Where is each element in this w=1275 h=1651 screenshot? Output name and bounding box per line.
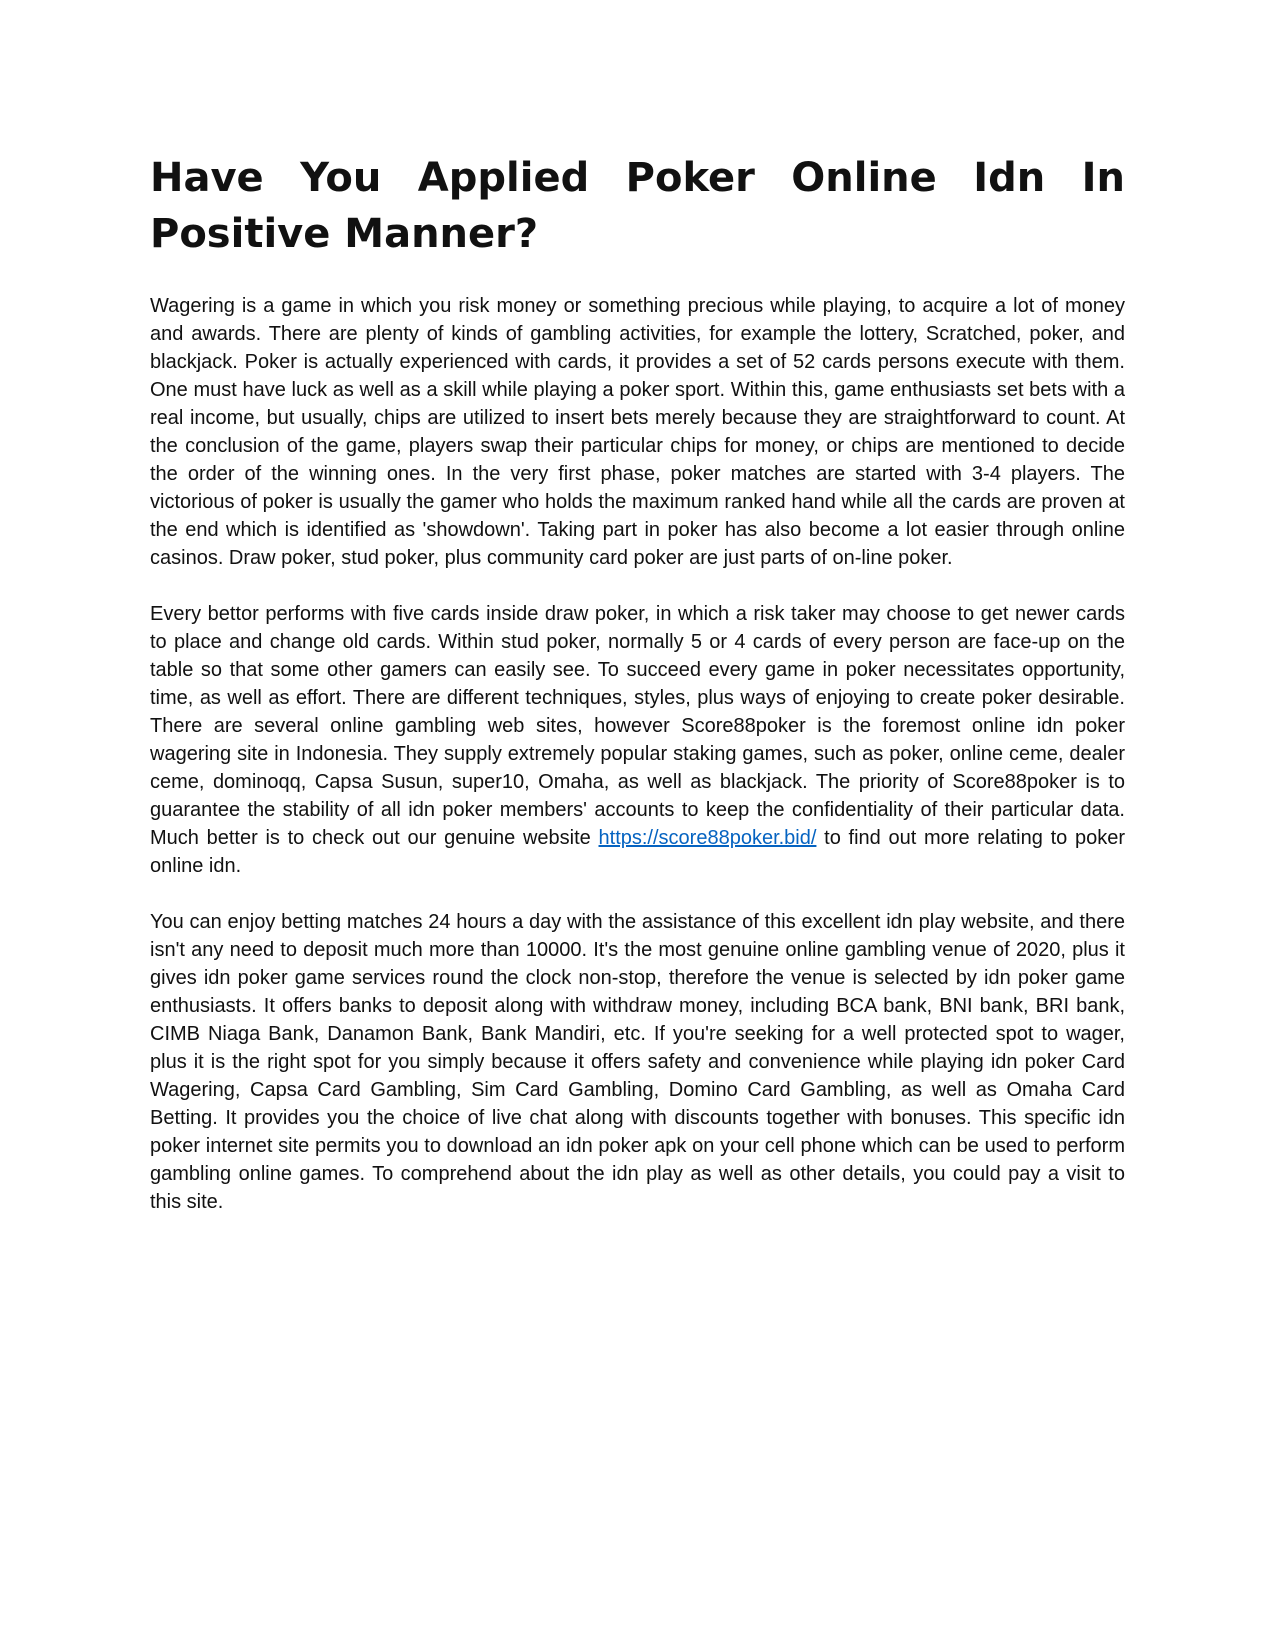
paragraph-2 — [150, 600, 1125, 880]
paragraph-2-text-after-link: to find out more relating to poker online idn. — [150, 827, 1125, 877]
document-page — [150, 150, 1125, 1244]
paragraph-2-text-before-link: Every bettor performs with five cards inside draw poker, in which a risk taker may choose to get newer cards to place and change old cards. Within stud poker, normally 5 or 4 cards of every person are face-up on the table so that some other gamers can easily see. To succeed every game in poker necessitates opportunity, time, as well as effort. There are different techniques, styles, plus ways of enjoying to create poker desirable. There are several online gambling web sites, however Score88poker is the foremost online idn poker wagering site in Indonesia. They supply extremely popular staking games, such as poker, online ceme, dealer ceme, dominoqq, Capsa Susun, super10, Omaha, as well as blackjack. The priority of Score88poker is to guarantee the stability of all idn poker members' accounts to keep the confidentiality of their particular data. Much better is to check out our genuine website — [150, 603, 1125, 849]
score88poker-link[interactable]: https://score88poker.bid/ — [598, 827, 817, 849]
paragraph-1: Wagering is a game in which you risk money or something precious while playing, to acquire a lot of money and awards. There are plenty of kinds of gambling activities, for example the lottery, Scratched, poker, and blackjack. Poker is actually experienced with cards, it provides a set of 52 cards persons execute with them. One must have luck as well as a skill while playing a poker sport. Within this, game enthusiasts set bets with a real income, but usually, chips are utilized to insert bets merely because they are straightforward to count. At the conclusion of the game, players swap their particular chips for money, or chips are mentioned to decide the order of the winning ones. In the very first phase, poker matches are started with 3-4 players. The victorious of poker is usually the gamer who holds the maximum ranked hand while all the cards are proven at the end which is identified as 'showdown'. Taking part in poker has also become a lot easier through online casinos. Draw poker, stud poker, plus community card poker are just parts of on-line poker. — [150, 295, 1125, 569]
paragraph-3: You can enjoy betting matches 24 hours a day with the assistance of this excellent idn play website, and there isn't any need to deposit much more than 10000. It's the most genuine online gambling venue of 2020, plus it gives idn poker game services round the clock non-stop, therefore the venue is selected by idn poker game enthusiasts. It offers banks to deposit along with withdraw money, including BCA bank, BNI bank, BRI bank, CIMB Niaga Bank, Danamon Bank, Bank Mandiri, etc. If you're seeking for a well protected spot to wager, plus it is the right spot for you simply because it offers safety and convenience while playing idn poker Card Wagering, Capsa Card Gambling, Sim Card Gambling, Domino Card Gambling, as well as Omaha Card Betting. It provides you the choice of live chat along with discounts together with bonuses. This specific idn poker internet site permits you to download an idn poker apk on your cell phone which can be used to perform gambling online games. To comprehend about the idn play as well as other details, you could pay a visit to this site. — [150, 911, 1125, 1213]
document-title: Have You Applied Poker Online Idn In Positive Manner? — [150, 155, 1125, 257]
document-body — [150, 292, 1125, 1216]
